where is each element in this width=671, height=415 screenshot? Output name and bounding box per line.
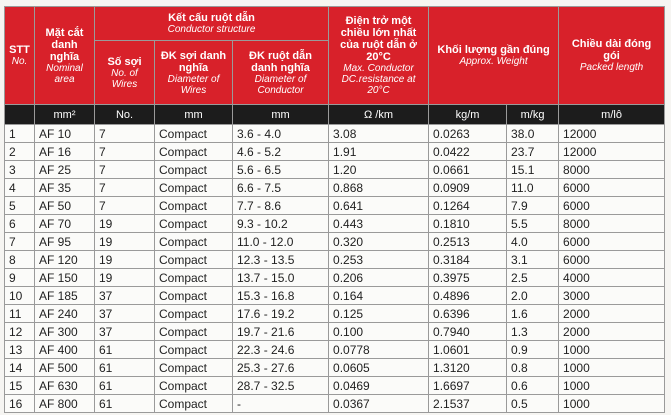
cell-weight-mkg: 23.7 — [507, 143, 559, 161]
cell-row-number: 8 — [5, 251, 35, 269]
cell-wire-count: 37 — [95, 305, 155, 323]
cell-packed-length: 8000 — [559, 215, 665, 233]
header-stt — [5, 7, 35, 105]
cell-weight-mkg: 2.5 — [507, 269, 559, 287]
cell-conductor-diameter: - — [233, 395, 329, 413]
header-conductor-diameter — [233, 41, 329, 105]
cell-nominal-area: AF 50 — [35, 197, 95, 215]
unit-weight-kgm: kg/m — [429, 105, 507, 125]
cell-packed-length: 8000 — [559, 161, 665, 179]
cell-packed-length: 6000 — [559, 233, 665, 251]
table-row — [5, 143, 665, 161]
cell-packed-length: 3000 — [559, 287, 665, 305]
cell-wire-diameter: Compact — [155, 161, 233, 179]
cell-conductor-diameter: 22.3 - 24.6 — [233, 341, 329, 359]
cell-conductor-diameter: 6.6 - 7.5 — [233, 179, 329, 197]
header-conductor-diameter-label: ĐK ruột dẫn danh nghĩa — [249, 49, 312, 74]
cell-resistance: 0.443 — [329, 215, 429, 233]
cell-weight-mkg: 0.6 — [507, 377, 559, 395]
cell-nominal-area: AF 150 — [35, 269, 95, 287]
cell-resistance: 0.164 — [329, 287, 429, 305]
cell-packed-length: 6000 — [559, 197, 665, 215]
table-body — [5, 125, 665, 413]
cell-wire-count: 19 — [95, 215, 155, 233]
cell-resistance: 0.641 — [329, 197, 429, 215]
cell-weight-mkg: 3.1 — [507, 251, 559, 269]
header-area-en: Nominal area — [46, 62, 83, 85]
header-wires-en: No. of Wires — [111, 67, 138, 90]
cell-nominal-area: AF 120 — [35, 251, 95, 269]
cell-row-number: 9 — [5, 269, 35, 287]
unit-resistance: Ω /km — [329, 105, 429, 125]
header-length-label: Chiều dài đóng gói — [571, 38, 652, 62]
cell-wire-count: 19 — [95, 233, 155, 251]
cell-packed-length: 12000 — [559, 125, 665, 143]
cell-row-number: 7 — [5, 233, 35, 251]
table-row — [5, 125, 665, 143]
cell-resistance: 0.868 — [329, 179, 429, 197]
cell-wire-count: 7 — [95, 197, 155, 215]
cell-row-number: 6 — [5, 215, 35, 233]
cell-packed-length: 6000 — [559, 251, 665, 269]
unit-stt — [5, 105, 35, 125]
cell-wire-diameter: Compact — [155, 179, 233, 197]
table-row — [5, 341, 665, 359]
cell-row-number: 12 — [5, 323, 35, 341]
cell-weight-kgm: 2.1537 — [429, 395, 507, 413]
cell-conductor-diameter: 19.7 - 21.6 — [233, 323, 329, 341]
cell-weight-kgm: 0.0909 — [429, 179, 507, 197]
cell-wire-count: 61 — [95, 341, 155, 359]
cell-row-number: 3 — [5, 161, 35, 179]
table-row — [5, 197, 665, 215]
cell-conductor-diameter: 13.7 - 15.0 — [233, 269, 329, 287]
cell-nominal-area: AF 185 — [35, 287, 95, 305]
cell-weight-mkg: 0.9 — [507, 341, 559, 359]
header-structure-label: Kết cấu ruột dẫn — [168, 12, 255, 24]
cell-row-number: 11 — [5, 305, 35, 323]
unit-wire-diameter: mm — [155, 105, 233, 125]
header-length-en: Packed length — [579, 62, 644, 73]
cell-weight-mkg: 0.5 — [507, 395, 559, 413]
cell-row-number: 10 — [5, 287, 35, 305]
cell-weight-kgm: 1.6697 — [429, 377, 507, 395]
cell-conductor-diameter: 28.7 - 32.5 — [233, 377, 329, 395]
cell-nominal-area: AF 240 — [35, 305, 95, 323]
cell-packed-length: 12000 — [559, 143, 665, 161]
cell-wire-count: 19 — [95, 251, 155, 269]
cell-weight-kgm: 0.3184 — [429, 251, 507, 269]
cell-wire-count: 7 — [95, 179, 155, 197]
cell-wire-count: 61 — [95, 395, 155, 413]
header-structure-en: Conductor structure — [167, 24, 256, 35]
cell-conductor-diameter: 12.3 - 13.5 — [233, 251, 329, 269]
header-length — [559, 7, 665, 105]
cell-weight-kgm: 0.6396 — [429, 305, 507, 323]
cell-resistance: 3.08 — [329, 125, 429, 143]
cell-resistance: 1.91 — [329, 143, 429, 161]
cell-wire-count: 37 — [95, 287, 155, 305]
cell-nominal-area: AF 25 — [35, 161, 95, 179]
cell-packed-length: 2000 — [559, 305, 665, 323]
unit-wires: No. — [95, 105, 155, 125]
cell-packed-length: 1000 — [559, 395, 665, 413]
cell-nominal-area: AF 95 — [35, 233, 95, 251]
cell-row-number: 5 — [5, 197, 35, 215]
cell-weight-kgm: 0.3975 — [429, 269, 507, 287]
cell-row-number: 14 — [5, 359, 35, 377]
cell-weight-mkg: 7.9 — [507, 197, 559, 215]
cell-row-number: 16 — [5, 395, 35, 413]
header-structure — [95, 7, 329, 41]
cell-wire-diameter: Compact — [155, 323, 233, 341]
cell-packed-length: 6000 — [559, 179, 665, 197]
cell-row-number: 13 — [5, 341, 35, 359]
cell-row-number: 15 — [5, 377, 35, 395]
header-resistance-en: Max. Conductor DC.resistance at 20°C — [341, 63, 416, 96]
unit-conductor-diameter: mm — [233, 105, 329, 125]
cell-row-number: 2 — [5, 143, 35, 161]
cell-wire-diameter: Compact — [155, 251, 233, 269]
cell-wire-count: 7 — [95, 125, 155, 143]
cell-nominal-area: AF 300 — [35, 323, 95, 341]
table-row — [5, 377, 665, 395]
cell-wire-diameter: Compact — [155, 341, 233, 359]
cell-resistance: 0.0367 — [329, 395, 429, 413]
cell-weight-mkg: 11.0 — [507, 179, 559, 197]
cell-weight-kgm: 1.3120 — [429, 359, 507, 377]
table-row — [5, 305, 665, 323]
header-wire-diameter — [155, 41, 233, 105]
cell-weight-kgm: 0.0422 — [429, 143, 507, 161]
cell-row-number: 1 — [5, 125, 35, 143]
conductor-spec-table — [4, 6, 665, 413]
cell-weight-kgm: 0.0263 — [429, 125, 507, 143]
cell-wire-diameter: Compact — [155, 233, 233, 251]
header-resistance-label: Điện trở một chiều lớn nhất của ruột dẫn ở 20°C — [340, 15, 417, 63]
header-weight-en: Approx. Weight — [459, 56, 528, 67]
cell-wire-diameter: Compact — [155, 395, 233, 413]
cell-packed-length: 1000 — [559, 341, 665, 359]
unit-area: mm² — [35, 105, 95, 125]
table-row — [5, 251, 665, 269]
header-wire-diameter-label: ĐK sợi danh nghĩa — [160, 49, 227, 74]
cell-weight-kgm: 0.4896 — [429, 287, 507, 305]
cell-wire-count: 37 — [95, 323, 155, 341]
cell-wire-count: 7 — [95, 161, 155, 179]
header-wire-diameter-en: Diameter of Wires — [167, 73, 220, 96]
cell-resistance: 0.0605 — [329, 359, 429, 377]
header-resistance — [329, 7, 429, 105]
header-area-label: Mặt cắt danh nghĩa — [45, 26, 84, 63]
cell-nominal-area: AF 400 — [35, 341, 95, 359]
cell-packed-length: 2000 — [559, 323, 665, 341]
unit-weight-mkg: m/kg — [507, 105, 559, 125]
cell-weight-mkg: 0.8 — [507, 359, 559, 377]
table-row — [5, 323, 665, 341]
cell-wire-count: 61 — [95, 377, 155, 395]
cell-wire-count: 7 — [95, 143, 155, 161]
cell-wire-diameter: Compact — [155, 143, 233, 161]
cell-nominal-area: AF 800 — [35, 395, 95, 413]
header-wires — [95, 41, 155, 105]
cell-resistance: 0.320 — [329, 233, 429, 251]
cell-weight-mkg: 1.3 — [507, 323, 559, 341]
cell-conductor-diameter: 11.0 - 12.0 — [233, 233, 329, 251]
cell-weight-mkg: 4.0 — [507, 233, 559, 251]
cell-wire-diameter: Compact — [155, 215, 233, 233]
cell-weight-kgm: 0.7940 — [429, 323, 507, 341]
unit-length: m/lô — [559, 105, 665, 125]
cell-conductor-diameter: 25.3 - 27.6 — [233, 359, 329, 377]
cell-resistance: 0.125 — [329, 305, 429, 323]
cell-resistance: 0.0778 — [329, 341, 429, 359]
cell-wire-diameter: Compact — [155, 377, 233, 395]
table-row — [5, 287, 665, 305]
header-stt-en: No. — [11, 56, 28, 67]
cell-wire-diameter: Compact — [155, 287, 233, 305]
table-row — [5, 215, 665, 233]
cell-wire-diameter: Compact — [155, 359, 233, 377]
header-weight — [429, 7, 559, 105]
cell-wire-count: 19 — [95, 269, 155, 287]
cell-wire-diameter: Compact — [155, 197, 233, 215]
cell-row-number: 4 — [5, 179, 35, 197]
header-area — [35, 7, 95, 105]
cell-nominal-area: AF 70 — [35, 215, 95, 233]
table-row — [5, 179, 665, 197]
cell-weight-kgm: 1.0601 — [429, 341, 507, 359]
cell-wire-diameter: Compact — [155, 125, 233, 143]
header-wires-label: Số sợi — [107, 55, 142, 68]
cell-nominal-area: AF 35 — [35, 179, 95, 197]
cell-resistance: 0.100 — [329, 323, 429, 341]
cell-weight-mkg: 38.0 — [507, 125, 559, 143]
cell-conductor-diameter: 15.3 - 16.8 — [233, 287, 329, 305]
unit-row — [5, 105, 665, 125]
table-row — [5, 161, 665, 179]
cell-wire-diameter: Compact — [155, 305, 233, 323]
cell-weight-mkg: 5.5 — [507, 215, 559, 233]
header-conductor-diameter-en: Diameter of Conductor — [254, 73, 307, 96]
table-row — [5, 269, 665, 287]
cell-wire-diameter: Compact — [155, 269, 233, 287]
table-row — [5, 395, 665, 413]
cell-weight-kgm: 0.0661 — [429, 161, 507, 179]
cell-conductor-diameter: 7.7 - 8.6 — [233, 197, 329, 215]
cell-wire-count: 61 — [95, 359, 155, 377]
cell-resistance: 0.0469 — [329, 377, 429, 395]
cell-conductor-diameter: 3.6 - 4.0 — [233, 125, 329, 143]
cell-nominal-area: AF 630 — [35, 377, 95, 395]
cell-weight-kgm: 0.1810 — [429, 215, 507, 233]
cell-packed-length: 1000 — [559, 377, 665, 395]
cell-conductor-diameter: 4.6 - 5.2 — [233, 143, 329, 161]
cell-conductor-diameter: 17.6 - 19.2 — [233, 305, 329, 323]
cell-weight-mkg: 15.1 — [507, 161, 559, 179]
cell-resistance: 0.253 — [329, 251, 429, 269]
cell-packed-length: 1000 — [559, 359, 665, 377]
cell-conductor-diameter: 5.6 - 6.5 — [233, 161, 329, 179]
cell-nominal-area: AF 10 — [35, 125, 95, 143]
header-stt-label: STT — [9, 44, 30, 56]
table-row — [5, 359, 665, 377]
table-row — [5, 233, 665, 251]
cell-weight-kgm: 0.1264 — [429, 197, 507, 215]
cell-nominal-area: AF 500 — [35, 359, 95, 377]
cell-nominal-area: AF 16 — [35, 143, 95, 161]
cell-weight-mkg: 1.6 — [507, 305, 559, 323]
cell-resistance: 1.20 — [329, 161, 429, 179]
cell-conductor-diameter: 9.3 - 10.2 — [233, 215, 329, 233]
cell-weight-kgm: 0.2513 — [429, 233, 507, 251]
cell-weight-mkg: 2.0 — [507, 287, 559, 305]
cell-resistance: 0.206 — [329, 269, 429, 287]
cell-packed-length: 4000 — [559, 269, 665, 287]
header-weight-label: Khối lượng gần đúng — [437, 44, 550, 56]
